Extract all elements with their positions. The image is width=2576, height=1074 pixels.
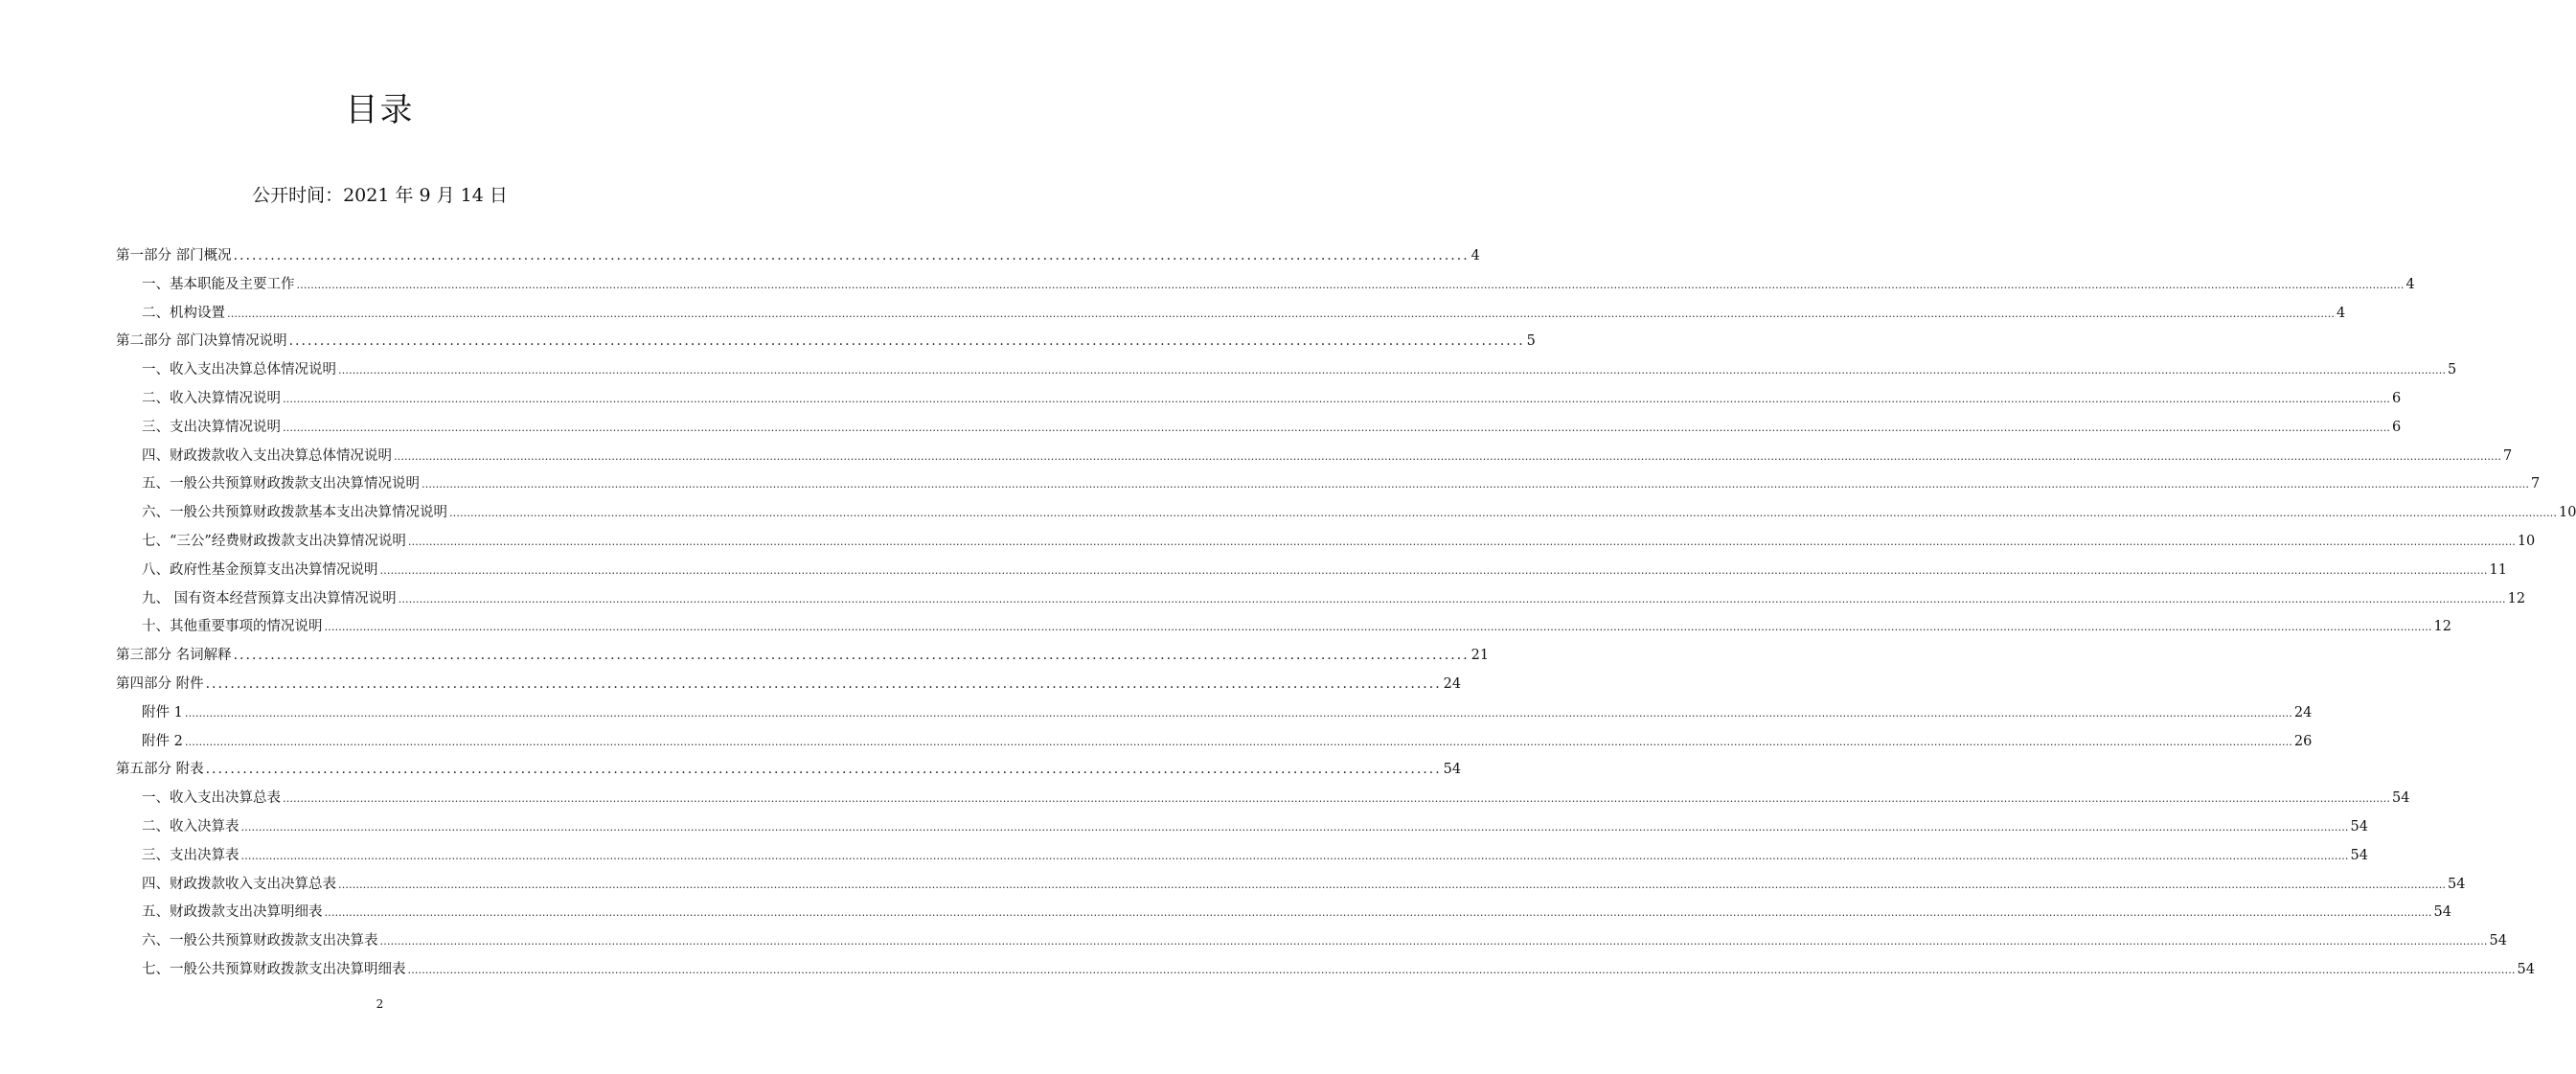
publish-date: 公开时间：2021 年 9 月 14 日: [252, 185, 508, 206]
toc-dot-leader: ……………………………………………………………………………………………………………………………………………………………………………………………………………………………………………………………………………………………………………………………………………………………………………………………………………………………………………………………………………………………………………………………………………………: [422, 478, 2529, 491]
table-of-contents: [0, 242, 2576, 977]
toc-entry[interactable]: [142, 443, 2513, 469]
toc-entry[interactable]: [116, 756, 1462, 783]
toc-entry[interactable]: [142, 528, 2536, 555]
toc-entry-label: 第一部分 部门概况: [116, 248, 232, 263]
toc-dot-leader: ……………………………………………………………………………………………………………………………………………………………………………………………………………………………………………………………………………………………………………………………………………………………………………………………………………………………………………………………………………………………………………………………………………………: [324, 906, 2432, 919]
toc-entry[interactable]: [142, 385, 2402, 412]
toc-entry-page: 5: [1526, 333, 1536, 349]
toc-dot-leader: ……………………………………………………………………………………………………………………………………………………………………………………………………………………………………………………………………………………………………………………………………………………………………………………………………………………………………………………………………………………………………………………………………………………: [296, 279, 2405, 291]
toc-entry[interactable]: [116, 642, 1490, 669]
toc-entry-page: 54: [2517, 962, 2535, 977]
toc-entry[interactable]: [142, 585, 2526, 612]
toc-entry-label: 附件 1: [142, 705, 183, 720]
toc-entry[interactable]: [142, 871, 2466, 898]
toc-entry-label: 二、收入决算情况说明: [142, 391, 281, 406]
toc-dot-leader: ........................................................................................................................................................................................................: [205, 676, 1442, 692]
toc-entry[interactable]: [142, 300, 2346, 327]
toc-entry[interactable]: [142, 499, 2576, 526]
toc-dot-leader: ........................................................................................................................................................................................................: [233, 648, 1470, 663]
toc-entry[interactable]: [142, 956, 2535, 983]
toc-entry-label: 四、财政拨款收入支出决算总体情况说明: [142, 448, 392, 464]
toc-dot-leader: ……………………………………………………………………………………………………………………………………………………………………………………………………………………………………………………………………………………………………………………………………………………………………………………………………………………………………………………………………………………………………………………………………………………: [379, 935, 2488, 948]
toc-dot-leader: ……………………………………………………………………………………………………………………………………………………………………………………………………………………………………………………………………………………………………………………………………………………………………………………………………………………………………………………………………………………………………………………………………………………: [338, 364, 2446, 377]
toc-dot-leader: ........................................................................................................................................................................................................: [233, 248, 1470, 263]
toc-entry-label: 第二部分 部门决算情况说明: [116, 333, 287, 349]
toc-entry-label: 第三部分 名词解释: [116, 648, 232, 663]
toc-entry[interactable]: [142, 785, 2410, 811]
toc-entry-label: 八、政府性基金预算支出决算情况说明: [142, 562, 378, 578]
toc-entry-label: 第五部分 附表: [116, 762, 204, 777]
toc-entry[interactable]: [142, 728, 2313, 755]
toc-dot-leader: ……………………………………………………………………………………………………………………………………………………………………………………………………………………………………………………………………………………………………………………………………………………………………………………………………………………………………………………………………………………………………………………………………………………: [394, 450, 2501, 463]
toc-entry-page: 10: [2559, 505, 2576, 520]
toc-entry-page: 7: [2531, 476, 2541, 491]
toc-dot-leader: ……………………………………………………………………………………………………………………………………………………………………………………………………………………………………………………………………………………………………………………………………………………………………………………………………………………………………………………………………………………………………………………………………………………: [407, 536, 2516, 548]
toc-entry-label: 九、 国有资本经营预算支出决算情况说明: [142, 591, 397, 606]
toc-dot-leader: ……………………………………………………………………………………………………………………………………………………………………………………………………………………………………………………………………………………………………………………………………………………………………………………………………………………………………………………………………………………………………………………………………………………: [283, 393, 2390, 405]
toc-entry-label: 三、支出决算表: [142, 848, 239, 863]
toc-entry-page: 24: [2293, 705, 2313, 720]
page-title: 目录: [345, 91, 415, 129]
toc-dot-leader: ……………………………………………………………………………………………………………………………………………………………………………………………………………………………………………………………………………………………………………………………………………………………………………………………………………………………………………………………………………………………………………………………………………………: [398, 593, 2506, 606]
toc-entry[interactable]: [142, 271, 2415, 298]
toc-entry-label: 一、基本职能及主要工作: [142, 277, 295, 292]
toc-entry-label: 第四部分 附件: [116, 676, 204, 692]
toc-entry[interactable]: [142, 557, 2507, 583]
toc-entry-label: 二、机构设置: [142, 306, 225, 321]
toc-entry-label: 六、一般公共预算财政拨款基本支出决算情况说明: [142, 505, 447, 520]
toc-dot-leader: ……………………………………………………………………………………………………………………………………………………………………………………………………………………………………………………………………………………………………………………………………………………………………………………………………………………………………………………………………………………………………………………………………………………: [240, 821, 2349, 834]
toc-entry-label: 七、“三公”经费财政拨款支出决算情况说明: [142, 534, 406, 549]
toc-entry-label: 六、一般公共预算财政拨款支出决算表: [142, 933, 378, 948]
toc-dot-leader: ……………………………………………………………………………………………………………………………………………………………………………………………………………………………………………………………………………………………………………………………………………………………………………………………………………………………………………………………………………………………………………………………………………………: [240, 850, 2349, 862]
toc-entry-label: 十、其他重要事项的情况说明: [142, 619, 323, 634]
toc-entry-label: 一、收入支出决算总体情况说明: [142, 362, 336, 377]
toc-entry-label: 五、一般公共预算财政拨款支出决算情况说明: [142, 476, 420, 491]
toc-entry[interactable]: [142, 613, 2451, 640]
toc-dot-leader: ……………………………………………………………………………………………………………………………………………………………………………………………………………………………………………………………………………………………………………………………………………………………………………………………………………………………………………………………………………………………………………………………………………………: [227, 308, 2335, 320]
toc-entry-label: 四、财政拨款收入支出决算总表: [142, 877, 336, 892]
toc-entry-page: 54: [2350, 848, 2368, 863]
toc-entry[interactable]: [142, 699, 2313, 726]
toc-dot-leader: ……………………………………………………………………………………………………………………………………………………………………………………………………………………………………………………………………………………………………………………………………………………………………………………………………………………………………………………………………………………………………………………………………………………: [184, 736, 2292, 748]
toc-dot-leader: ……………………………………………………………………………………………………………………………………………………………………………………………………………………………………………………………………………………………………………………………………………………………………………………………………………………………………………………………………………………………………………………………………………………: [449, 507, 2557, 519]
toc-dot-leader: ……………………………………………………………………………………………………………………………………………………………………………………………………………………………………………………………………………………………………………………………………………………………………………………………………………………………………………………………………………………………………………………………………………………: [407, 964, 2516, 976]
toc-entry-label: 二、收入决算表: [142, 819, 239, 834]
page-number: 2: [376, 997, 384, 1011]
toc-entry-page: 11: [2489, 562, 2507, 578]
toc-entry[interactable]: [142, 356, 2457, 383]
toc-entry[interactable]: [116, 242, 1480, 269]
toc-entry-page: 7: [2503, 448, 2513, 464]
toc-entry[interactable]: [116, 328, 1536, 354]
toc-dot-leader: ........................................................................................................................................................................................................: [288, 333, 1525, 349]
toc-entry-page: 10: [2517, 534, 2536, 549]
toc-entry-label: 附件 2: [142, 734, 183, 749]
toc-entry-page: 26: [2293, 734, 2313, 749]
toc-entry-page: 54: [2350, 819, 2368, 834]
toc-entry-page: 12: [2433, 619, 2451, 634]
toc-entry-label: 三、支出决算情况说明: [142, 420, 281, 435]
toc-entry[interactable]: [142, 899, 2451, 925]
toc-entry-page: 5: [2448, 362, 2457, 377]
toc-dot-leader: ........................................................................................................................................................................................................: [205, 762, 1442, 777]
toc-entry-page: 4: [1470, 248, 1480, 263]
toc-entry-page: 6: [2392, 391, 2402, 406]
toc-entry-page: 4: [2337, 306, 2346, 321]
toc-dot-leader: ……………………………………………………………………………………………………………………………………………………………………………………………………………………………………………………………………………………………………………………………………………………………………………………………………………………………………………………………………………………………………………………………………………………: [184, 707, 2292, 720]
toc-entry-page: 6: [2392, 420, 2402, 435]
toc-entry-label: 五、财政拨款支出决算明细表: [142, 904, 323, 920]
toc-entry-page: 54: [2433, 904, 2451, 920]
toc-entry[interactable]: [116, 671, 1462, 697]
toc-dot-leader: ……………………………………………………………………………………………………………………………………………………………………………………………………………………………………………………………………………………………………………………………………………………………………………………………………………………………………………………………………………………………………………………………………………………: [324, 621, 2432, 633]
toc-entry[interactable]: [142, 927, 2507, 954]
toc-entry-page: 54: [2392, 790, 2410, 806]
toc-entry-page: 4: [2405, 277, 2415, 292]
toc-entry-page: 54: [1443, 762, 1462, 777]
toc-entry[interactable]: [142, 842, 2368, 869]
toc-dot-leader: ……………………………………………………………………………………………………………………………………………………………………………………………………………………………………………………………………………………………………………………………………………………………………………………………………………………………………………………………………………………………………………………………………………………: [283, 422, 2390, 434]
toc-dot-leader: ……………………………………………………………………………………………………………………………………………………………………………………………………………………………………………………………………………………………………………………………………………………………………………………………………………………………………………………………………………………………………………………………………………………: [283, 792, 2390, 805]
toc-entry[interactable]: [142, 813, 2368, 840]
toc-dot-leader: ……………………………………………………………………………………………………………………………………………………………………………………………………………………………………………………………………………………………………………………………………………………………………………………………………………………………………………………………………………………………………………………………………………………: [338, 879, 2446, 891]
toc-entry-page: 12: [2507, 591, 2526, 606]
toc-dot-leader: ……………………………………………………………………………………………………………………………………………………………………………………………………………………………………………………………………………………………………………………………………………………………………………………………………………………………………………………………………………………………………………………………………………………: [379, 564, 2488, 577]
toc-entry-page: 21: [1470, 648, 1490, 663]
toc-entry-page: 54: [2489, 933, 2507, 948]
toc-entry-label: 七、一般公共预算财政拨款支出决算明细表: [142, 962, 406, 977]
toc-entry-page: 54: [2448, 877, 2466, 892]
toc-entry-page: 24: [1443, 676, 1462, 692]
toc-entry-label: 一、收入支出决算总表: [142, 790, 281, 806]
toc-entry[interactable]: [142, 414, 2402, 441]
toc-entry[interactable]: [142, 470, 2541, 497]
